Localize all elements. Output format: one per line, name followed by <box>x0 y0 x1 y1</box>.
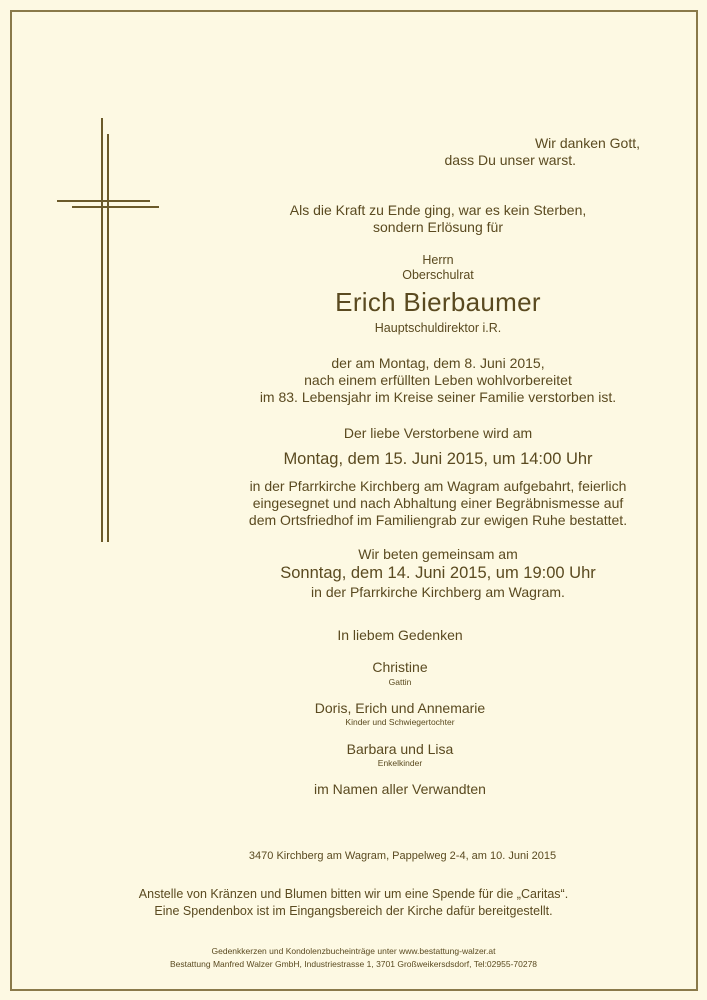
death-notice-3: im 83. Lebensjahr im Kreise seiner Familie verstorben ist. <box>259 389 617 405</box>
mourner-name: Barbara und Lisa <box>346 741 454 757</box>
funeral-date: Montag, dem 15. Juni 2015, um 14:00 Uhr <box>283 450 593 468</box>
donation-line-2: Eine Spendenbox ist im Eingangsbereich der Kirche dafür bereitgestellt. <box>154 904 553 918</box>
title: Oberschulrat <box>402 268 474 282</box>
funeral-intro: Der liebe Verstorbene wird am <box>343 425 533 441</box>
mourner-name: Christine <box>372 659 428 675</box>
funeral-details-3: dem Ortsfriedhof im Familiengrab zur ewigen Ruhe bestattet. <box>248 512 628 528</box>
death-notice-2: nach einem erfüllten Leben wohlvorbereitet <box>304 372 572 388</box>
intro-line-1: Als die Kraft zu Ende ging, war es kein Sterben, <box>289 202 587 218</box>
place-date: 3470 Kirchberg am Wagram, Pappelweg 2-4, am 10. Juni 2015 <box>248 850 557 862</box>
mourner-relation: Enkelkinder <box>377 758 423 768</box>
funeral-details-2: eingesegnet und nach Abhaltung einer Begräbnismesse auf <box>252 495 624 511</box>
memory-intro: In liebem Gedenken <box>337 627 463 643</box>
funeral-details-1: in der Pfarrkirche Kirchberg am Wagram aufgebahrt, feierlich <box>249 478 627 494</box>
mourner-relation: Gattin <box>388 677 412 687</box>
death-notice-1: der am Montag, dem 8. Juni 2015, <box>331 355 545 371</box>
donation-line-1: Anstelle von Kränzen und Blumen bitten wir um eine Spende für die „Caritas“. <box>138 887 569 901</box>
position: Hauptschuldirektor i.R. <box>374 321 502 335</box>
footer-line-2: Bestattung Manfred Walzer GmbH, Industriestrasse 1, 3701 Großweikersdsdorf, Tel:02955-70278 <box>169 959 538 969</box>
quote-line-1: Wir danken Gott, <box>534 135 640 151</box>
prayer-date: Sonntag, dem 14. Juni 2015, um 19:00 Uhr <box>280 564 596 582</box>
prayer-place: in der Pfarrkirche Kirchberg am Wagram. <box>311 584 565 600</box>
mourner-relation: Kinder und Schwiegertochter <box>345 717 455 727</box>
intro-line-2: sondern Erlösung für <box>373 219 503 235</box>
honorific: Herrn <box>422 253 454 267</box>
quote-line-2: dass Du unser warst. <box>444 152 576 168</box>
deceased-name: Erich Bierbaumer <box>335 287 541 317</box>
footer-line-1: Gedenkkerzen und Kondolenzbucheinträge unter www.bestattung-walzer.at <box>211 946 496 956</box>
prayer-intro: Wir beten gemeinsam am <box>358 546 518 562</box>
mourner-name: Doris, Erich und Annemarie <box>314 700 486 716</box>
relatives: im Namen aller Verwandten <box>314 781 486 797</box>
